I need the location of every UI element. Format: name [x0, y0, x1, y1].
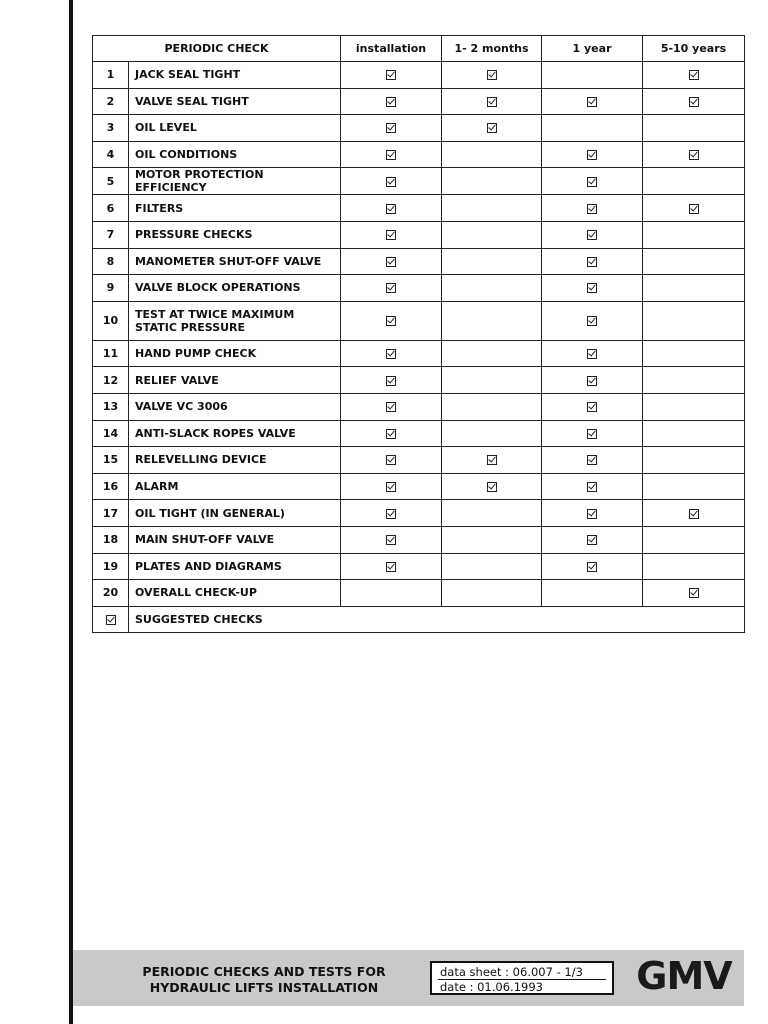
cell-5-10-years: [643, 221, 745, 248]
checkbox-checked-icon: [587, 455, 597, 465]
checkbox-checked-icon: [587, 429, 597, 439]
table-row: [93, 195, 745, 222]
left-margin-line: [69, 0, 73, 1024]
cell-1-year: [542, 580, 643, 607]
table-row: [93, 301, 745, 340]
cell-5-10-years: [643, 553, 745, 580]
checkbox-checked-icon: [689, 204, 699, 214]
cell-1-year: [542, 367, 643, 394]
row-number: 12: [93, 367, 129, 394]
table-row: [93, 473, 745, 500]
cell-installation: [341, 500, 442, 527]
row-number: 2: [93, 88, 129, 115]
cell-1-year: [542, 473, 643, 500]
document-title-line2: HYDRAULIC LIFTS INSTALLATION: [149, 980, 379, 995]
row-number: 9: [93, 275, 129, 302]
checkbox-checked-icon: [587, 150, 597, 160]
cell-5-10-years: [643, 195, 745, 222]
cell-5-10-years: [643, 580, 745, 607]
checkbox-checked-icon: [487, 455, 497, 465]
check-label: RELEVELLING DEVICE: [129, 447, 341, 474]
row-number: 17: [93, 500, 129, 527]
cell-1-2-months: [442, 473, 542, 500]
checkbox-checked-icon: [689, 509, 699, 519]
cell-installation: [341, 526, 442, 553]
check-label: VALVE VC 3006: [129, 393, 341, 420]
checkbox-checked-icon: [487, 97, 497, 107]
legend-icon-cell: [93, 606, 129, 633]
cell-1-2-months: [442, 248, 542, 275]
cell-5-10-years: [643, 447, 745, 474]
check-label: VALVE BLOCK OPERATIONS: [129, 275, 341, 302]
cell-1-year: [542, 62, 643, 89]
table-row: [93, 340, 745, 367]
checkbox-checked-icon: [386, 562, 396, 572]
checkbox-checked-icon: [487, 482, 497, 492]
cell-1-2-months: [442, 367, 542, 394]
cell-1-year: [542, 420, 643, 447]
cell-1-year: [542, 301, 643, 340]
cell-1-year: [542, 115, 643, 142]
data-sheet-box: [430, 961, 614, 995]
cell-1-year: [542, 88, 643, 115]
gmv-logo: GMV: [636, 954, 732, 998]
cell-5-10-years: [643, 301, 745, 340]
cell-installation: [341, 420, 442, 447]
row-number: 11: [93, 340, 129, 367]
check-label: JACK SEAL TIGHT: [129, 62, 341, 89]
cell-installation: [341, 367, 442, 394]
data-sheet-date: date : 01.06.1993: [440, 980, 543, 994]
cell-5-10-years: [643, 393, 745, 420]
checkbox-checked-icon: [386, 429, 396, 439]
row-number: 1: [93, 62, 129, 89]
checkbox-checked-icon: [587, 97, 597, 107]
cell-5-10-years: [643, 115, 745, 142]
cell-installation: [341, 473, 442, 500]
cell-1-year: [542, 275, 643, 302]
cell-1-year: [542, 526, 643, 553]
document-title: [133, 964, 395, 996]
cell-1-2-months: [442, 500, 542, 527]
header-periodic-check: PERIODIC CHECK: [93, 36, 341, 62]
checkbox-checked-icon: [487, 123, 497, 133]
row-number: 10: [93, 301, 129, 340]
check-label: ALARM: [129, 473, 341, 500]
table-row: [93, 248, 745, 275]
cell-1-year: [542, 221, 643, 248]
cell-5-10-years: [643, 367, 745, 394]
check-label: MAIN SHUT-OFF VALVE: [129, 526, 341, 553]
checkbox-checked-icon: [386, 535, 396, 545]
legend-row: [93, 606, 745, 633]
table-row: [93, 447, 745, 474]
checkbox-checked-icon: [386, 349, 396, 359]
cell-5-10-years: [643, 62, 745, 89]
cell-1-year: [542, 340, 643, 367]
row-number: 14: [93, 420, 129, 447]
row-number: 4: [93, 141, 129, 168]
cell-1-2-months: [442, 526, 542, 553]
cell-installation: [341, 141, 442, 168]
cell-installation: [341, 275, 442, 302]
cell-1-2-months: [442, 275, 542, 302]
table-row: [93, 393, 745, 420]
table-row: [93, 221, 745, 248]
cell-5-10-years: [643, 473, 745, 500]
row-number: 6: [93, 195, 129, 222]
row-number: 3: [93, 115, 129, 142]
header-1-2-months: 1- 2 months: [442, 36, 542, 62]
cell-1-year: [542, 500, 643, 527]
cell-installation: [341, 580, 442, 607]
checkbox-checked-icon: [587, 376, 597, 386]
checkbox-checked-icon: [386, 316, 396, 326]
checkbox-checked-icon: [689, 97, 699, 107]
cell-1-2-months: [442, 340, 542, 367]
checkbox-checked-icon: [487, 70, 497, 80]
table-body: [93, 62, 745, 607]
cell-installation: [341, 115, 442, 142]
checkbox-checked-icon: [587, 257, 597, 267]
table-header-row: [93, 36, 745, 62]
table-row: [93, 526, 745, 553]
check-label: OIL CONDITIONS: [129, 141, 341, 168]
checkbox-checked-icon: [386, 455, 396, 465]
cell-installation: [341, 553, 442, 580]
cell-1-2-months: [442, 301, 542, 340]
checkbox-checked-icon: [386, 177, 396, 187]
row-number: 19: [93, 553, 129, 580]
cell-installation: [341, 62, 442, 89]
table-row: [93, 115, 745, 142]
checkbox-checked-icon: [386, 402, 396, 412]
checkbox-checked-icon: [689, 70, 699, 80]
checkbox-checked-icon: [587, 283, 597, 293]
cell-1-2-months: [442, 393, 542, 420]
checkbox-checked-icon: [386, 70, 396, 80]
cell-1-2-months: [442, 88, 542, 115]
cell-1-2-months: [442, 553, 542, 580]
checkbox-checked-icon: [386, 230, 396, 240]
cell-5-10-years: [643, 526, 745, 553]
cell-1-2-months: [442, 195, 542, 222]
checkbox-checked-icon: [106, 615, 116, 625]
document-title-line1: PERIODIC CHECKS AND TESTS FOR: [142, 964, 386, 979]
check-label: PLATES AND DIAGRAMS: [129, 553, 341, 580]
cell-installation: [341, 340, 442, 367]
cell-1-2-months: [442, 115, 542, 142]
check-label: ANTI-SLACK ROPES VALVE: [129, 420, 341, 447]
row-number: 16: [93, 473, 129, 500]
check-label: HAND PUMP CHECK: [129, 340, 341, 367]
table-row: [93, 88, 745, 115]
checkbox-checked-icon: [386, 376, 396, 386]
header-5-10-years: 5-10 years: [643, 36, 745, 62]
check-label: OVERALL CHECK-UP: [129, 580, 341, 607]
footer-bar: [73, 950, 744, 1006]
cell-1-2-months: [442, 580, 542, 607]
row-number: 8: [93, 248, 129, 275]
cell-5-10-years: [643, 88, 745, 115]
cell-1-year: [542, 248, 643, 275]
cell-installation: [341, 88, 442, 115]
check-label: RELIEF VALVE: [129, 367, 341, 394]
cell-installation: [341, 168, 442, 195]
checkbox-checked-icon: [587, 230, 597, 240]
checkbox-checked-icon: [386, 482, 396, 492]
cell-1-year: [542, 447, 643, 474]
header-1-year: 1 year: [542, 36, 643, 62]
cell-installation: [341, 447, 442, 474]
table-row: [93, 275, 745, 302]
periodic-check-table: [92, 35, 745, 633]
cell-5-10-years: [643, 168, 745, 195]
table-row: [93, 580, 745, 607]
checkbox-checked-icon: [587, 177, 597, 187]
checkbox-checked-icon: [587, 535, 597, 545]
table-row: [93, 500, 745, 527]
cell-1-2-months: [442, 221, 542, 248]
row-number: 7: [93, 221, 129, 248]
checkbox-checked-icon: [587, 482, 597, 492]
cell-5-10-years: [643, 248, 745, 275]
check-label: FILTERS: [129, 195, 341, 222]
check-label: VALVE SEAL TIGHT: [129, 88, 341, 115]
check-label: MANOMETER SHUT-OFF VALVE: [129, 248, 341, 275]
checkbox-checked-icon: [587, 509, 597, 519]
table-row: [93, 141, 745, 168]
row-number: 15: [93, 447, 129, 474]
row-number: 5: [93, 168, 129, 195]
cell-1-year: [542, 168, 643, 195]
row-number: 18: [93, 526, 129, 553]
checkbox-checked-icon: [587, 316, 597, 326]
table-row: [93, 367, 745, 394]
table-row: [93, 168, 745, 195]
cell-5-10-years: [643, 500, 745, 527]
row-number: 13: [93, 393, 129, 420]
cell-1-year: [542, 553, 643, 580]
cell-installation: [341, 301, 442, 340]
cell-installation: [341, 393, 442, 420]
check-label: OIL TIGHT (IN GENERAL): [129, 500, 341, 527]
legend-label: SUGGESTED CHECKS: [129, 606, 745, 633]
cell-5-10-years: [643, 275, 745, 302]
checkbox-checked-icon: [587, 562, 597, 572]
checkbox-checked-icon: [386, 97, 396, 107]
checkbox-checked-icon: [689, 588, 699, 598]
table-row: [93, 553, 745, 580]
data-sheet-number: data sheet : 06.007 - 1/3: [440, 965, 583, 979]
check-label: OIL LEVEL: [129, 115, 341, 142]
checkbox-checked-icon: [386, 204, 396, 214]
checkbox-checked-icon: [587, 204, 597, 214]
table-row: [93, 62, 745, 89]
check-label: PRESSURE CHECKS: [129, 221, 341, 248]
cell-installation: [341, 195, 442, 222]
table-row: [93, 420, 745, 447]
cell-1-2-months: [442, 420, 542, 447]
checkbox-checked-icon: [386, 257, 396, 267]
cell-installation: [341, 248, 442, 275]
cell-1-2-months: [442, 447, 542, 474]
check-label: MOTOR PROTECTION EFFICIENCY: [129, 168, 341, 195]
checkbox-checked-icon: [386, 509, 396, 519]
checkbox-checked-icon: [386, 150, 396, 160]
checkbox-checked-icon: [587, 349, 597, 359]
checkbox-checked-icon: [587, 402, 597, 412]
header-installation: installation: [341, 36, 442, 62]
cell-5-10-years: [643, 420, 745, 447]
cell-5-10-years: [643, 340, 745, 367]
cell-1-year: [542, 393, 643, 420]
cell-1-2-months: [442, 168, 542, 195]
row-number: 20: [93, 580, 129, 607]
checkbox-checked-icon: [386, 123, 396, 133]
cell-installation: [341, 221, 442, 248]
cell-1-2-months: [442, 141, 542, 168]
check-label: TEST AT TWICE MAXIMUM STATIC PRESSURE: [129, 301, 341, 340]
checkbox-checked-icon: [689, 150, 699, 160]
cell-1-year: [542, 195, 643, 222]
cell-5-10-years: [643, 141, 745, 168]
cell-1-2-months: [442, 62, 542, 89]
cell-1-year: [542, 141, 643, 168]
checkbox-checked-icon: [386, 283, 396, 293]
